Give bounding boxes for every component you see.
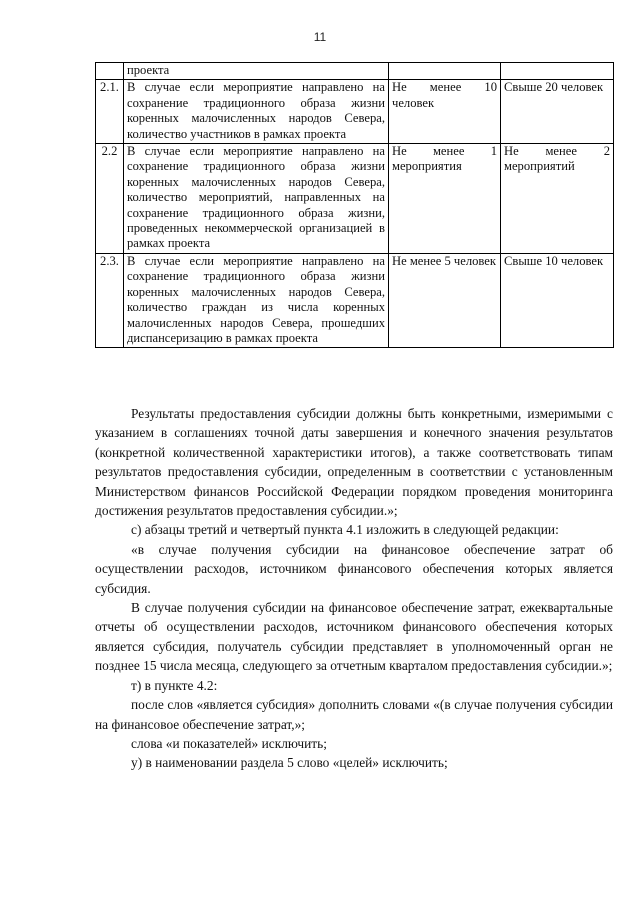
row-min-value: Не менее 10 человек	[389, 80, 501, 144]
row-min-value: Не менее 5 человек	[389, 253, 501, 347]
row-description: проекта	[124, 63, 389, 80]
row-max-value	[501, 63, 614, 80]
table-row	[96, 80, 614, 144]
body-text	[95, 404, 613, 773]
paragraph-after-words: после слов «является субсидия» дополнить словами «(в случае получения субсидии на финансовое обеспечение затрат,»;	[95, 697, 613, 732]
row-max-value: Не менее 2 мероприятий	[501, 144, 614, 254]
row-description: В случае если мероприятие направлено на сохранение традиционного образа жизни коренных малочисленных народов Севера, количество граждан из числа коренных малочисленных народов Севера, прошедших диспансеризацию в рамках проекта	[124, 253, 389, 347]
row-number: 2.1.	[96, 80, 124, 144]
criteria-table	[95, 62, 614, 348]
row-max-value: Свыше 20 человек	[501, 80, 614, 144]
row-min-value: Не менее 1 мероприятия	[389, 144, 501, 254]
paragraph-item-s: с) абзацы третий и четвертый пункта 4.1 изложить в следующей редакции:	[131, 522, 559, 538]
paragraph-item-u: у) в наименовании раздела 5 слово «целей» исключить;	[131, 755, 448, 771]
row-number	[96, 63, 124, 80]
paragraph-item-t: т) в пункте 4.2:	[131, 677, 218, 693]
row-description: В случае если мероприятие направлено на сохранение традиционного образа жизни коренных малочисленных народов Севера, количество участников в рамках проекта	[124, 80, 389, 144]
row-number: 2.3.	[96, 253, 124, 347]
row-min-value	[389, 63, 501, 80]
paragraph-results: Результаты предоставления субсидии должны быть конкретными, измеримыми с указанием в соглашениях точной даты завершения и конечного значения результатов (конкретной количественной характеристики итогов), а также соответствовать типам результатов предоставления субсидии, определенным в соответствии с установленным Министерством финансов Российской Федерации порядком проведения мониторинга достижения результатов предоставления субсидии.»;	[95, 406, 613, 519]
row-max-value: Свыше 10 человек	[501, 253, 614, 347]
table-row	[96, 63, 614, 80]
table-row	[96, 144, 614, 254]
table-row	[96, 253, 614, 347]
paragraph-quarterly-reports: В случае получения субсидии на финансовое обеспечение затрат, ежеквартальные отчеты об осуществлении расходов, источником финансового обеспечения которых является субсидия, получатель субсидии представляет в уполномоченный орган не позднее 15 числа месяца, следующего за отчетным кварталом предоставления субсидии.»;	[95, 600, 613, 674]
row-description: В случае если мероприятие направлено на сохранение традиционного образа жизни коренных малочисленных народов Севера, количество мероприятий, направленных на сохранение традиционного образа жизни, проведенных некоммерческой организацией в рамках проекта	[124, 144, 389, 254]
paragraph-exclude-words: слова «и показателей» исключить;	[131, 735, 327, 751]
page-number: 11	[313, 30, 327, 44]
row-number: 2.2	[96, 144, 124, 254]
paragraph-quote-start: «в случае получения субсидии на финансовое обеспечение затрат об осуществлении расходов, источником финансового обеспечения которых является субсидия.	[95, 541, 613, 596]
